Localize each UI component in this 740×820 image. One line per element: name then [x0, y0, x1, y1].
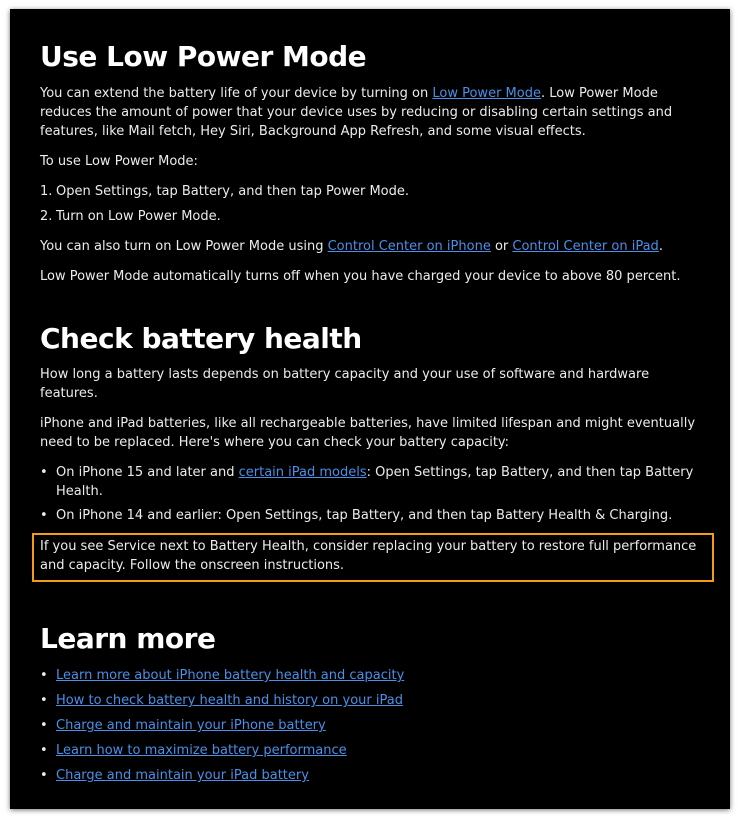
battery-check-list — [40, 463, 704, 525]
article-content — [40, 37, 704, 785]
battery-health-para1: How long a battery lasts depends on battery capacity and your use of software and hardware features. — [40, 367, 650, 401]
bullet-marker: • — [40, 508, 48, 523]
step-number: 1. — [40, 184, 53, 199]
bullet-marker: • — [40, 768, 48, 783]
bullet-marker: • — [40, 743, 48, 758]
bullet-marker: • — [40, 718, 48, 733]
step-number: 2. — [40, 209, 53, 224]
bullet-marker: • — [40, 668, 48, 683]
iphone-battery-health-link[interactable]: Learn more about iPhone battery health and capacity — [56, 668, 405, 683]
service-callout-text: If you see Service next to Battery Health, consider replacing your battery to restore full performance and capacity. Follow the onscreen instructions. — [40, 539, 697, 573]
steps-intro: To use Low Power Mode: — [40, 154, 198, 169]
step-text: Turn on Low Power Mode. — [56, 209, 221, 224]
battery-health-heading: Check battery health — [40, 322, 362, 355]
article-frame — [10, 9, 730, 809]
low-power-mode-link[interactable]: Low Power Mode — [432, 86, 541, 101]
learn-more-item — [40, 741, 704, 760]
bullet-marker: • — [40, 465, 48, 480]
battery-health-para2: iPhone and iPad batteries, like all rechargeable batteries, have limited lifespan and might eventually need to be replaced. Here's where you can check your battery capacity: — [40, 416, 696, 450]
service-callout-highlight — [32, 533, 714, 582]
auto-off-paragraph: Low Power Mode automatically turns off when you have charged your device to above 80 percent. — [40, 269, 681, 284]
ipad-battery-history-link[interactable]: How to check battery health and history on your iPad — [56, 693, 403, 708]
also-text-before: You can also turn on Low Power Mode using — [40, 239, 328, 254]
learn-more-list — [40, 666, 704, 785]
control-center-paragraph — [40, 237, 704, 256]
step-item — [40, 182, 704, 201]
also-text-mid: or — [490, 239, 513, 254]
list-item — [40, 463, 704, 501]
charge-iphone-battery-link[interactable]: Charge and maintain your iPhone battery — [56, 718, 326, 733]
intro-text-after: . Low Power Mode reduces the amount of power that your device uses by reducing or disabling certain settings and features, like Mail fetch, Hey Siri, Background App Refresh, and some visual effects. — [40, 86, 673, 139]
maximize-battery-performance-link[interactable]: Learn how to maximize battery performance — [56, 743, 347, 758]
bullet1-text-after: : Open Settings, tap Battery, and then tap Battery Health. — [56, 465, 694, 499]
low-power-heading: Use Low Power Mode — [40, 40, 367, 73]
bullet-marker: • — [40, 693, 48, 708]
step-item — [40, 207, 704, 226]
learn-more-item — [40, 666, 704, 685]
learn-more-item — [40, 691, 704, 710]
intro-text-before: You can extend the battery life of your device by turning on — [40, 86, 433, 101]
learn-more-heading: Learn more — [40, 622, 216, 655]
certain-ipad-models-link[interactable]: certain iPad models — [238, 465, 367, 480]
bullet2-text: On iPhone 14 and earlier: Open Settings, tap Battery, and then tap Battery Health & Charging. — [56, 508, 673, 523]
low-power-intro — [40, 84, 704, 141]
step-text: Open Settings, tap Battery, and then tap Power Mode. — [56, 184, 409, 199]
charge-ipad-battery-link[interactable]: Charge and maintain your iPad battery — [56, 768, 309, 783]
bullet1-text-before: On iPhone 15 and later and — [56, 465, 239, 480]
learn-more-item — [40, 716, 704, 735]
list-item — [40, 506, 704, 525]
learn-more-item — [40, 766, 704, 785]
control-center-iphone-link[interactable]: Control Center on iPhone — [327, 239, 491, 254]
also-text-after: . — [658, 239, 663, 254]
steps-list — [40, 182, 704, 226]
control-center-ipad-link[interactable]: Control Center on iPad — [512, 239, 659, 254]
